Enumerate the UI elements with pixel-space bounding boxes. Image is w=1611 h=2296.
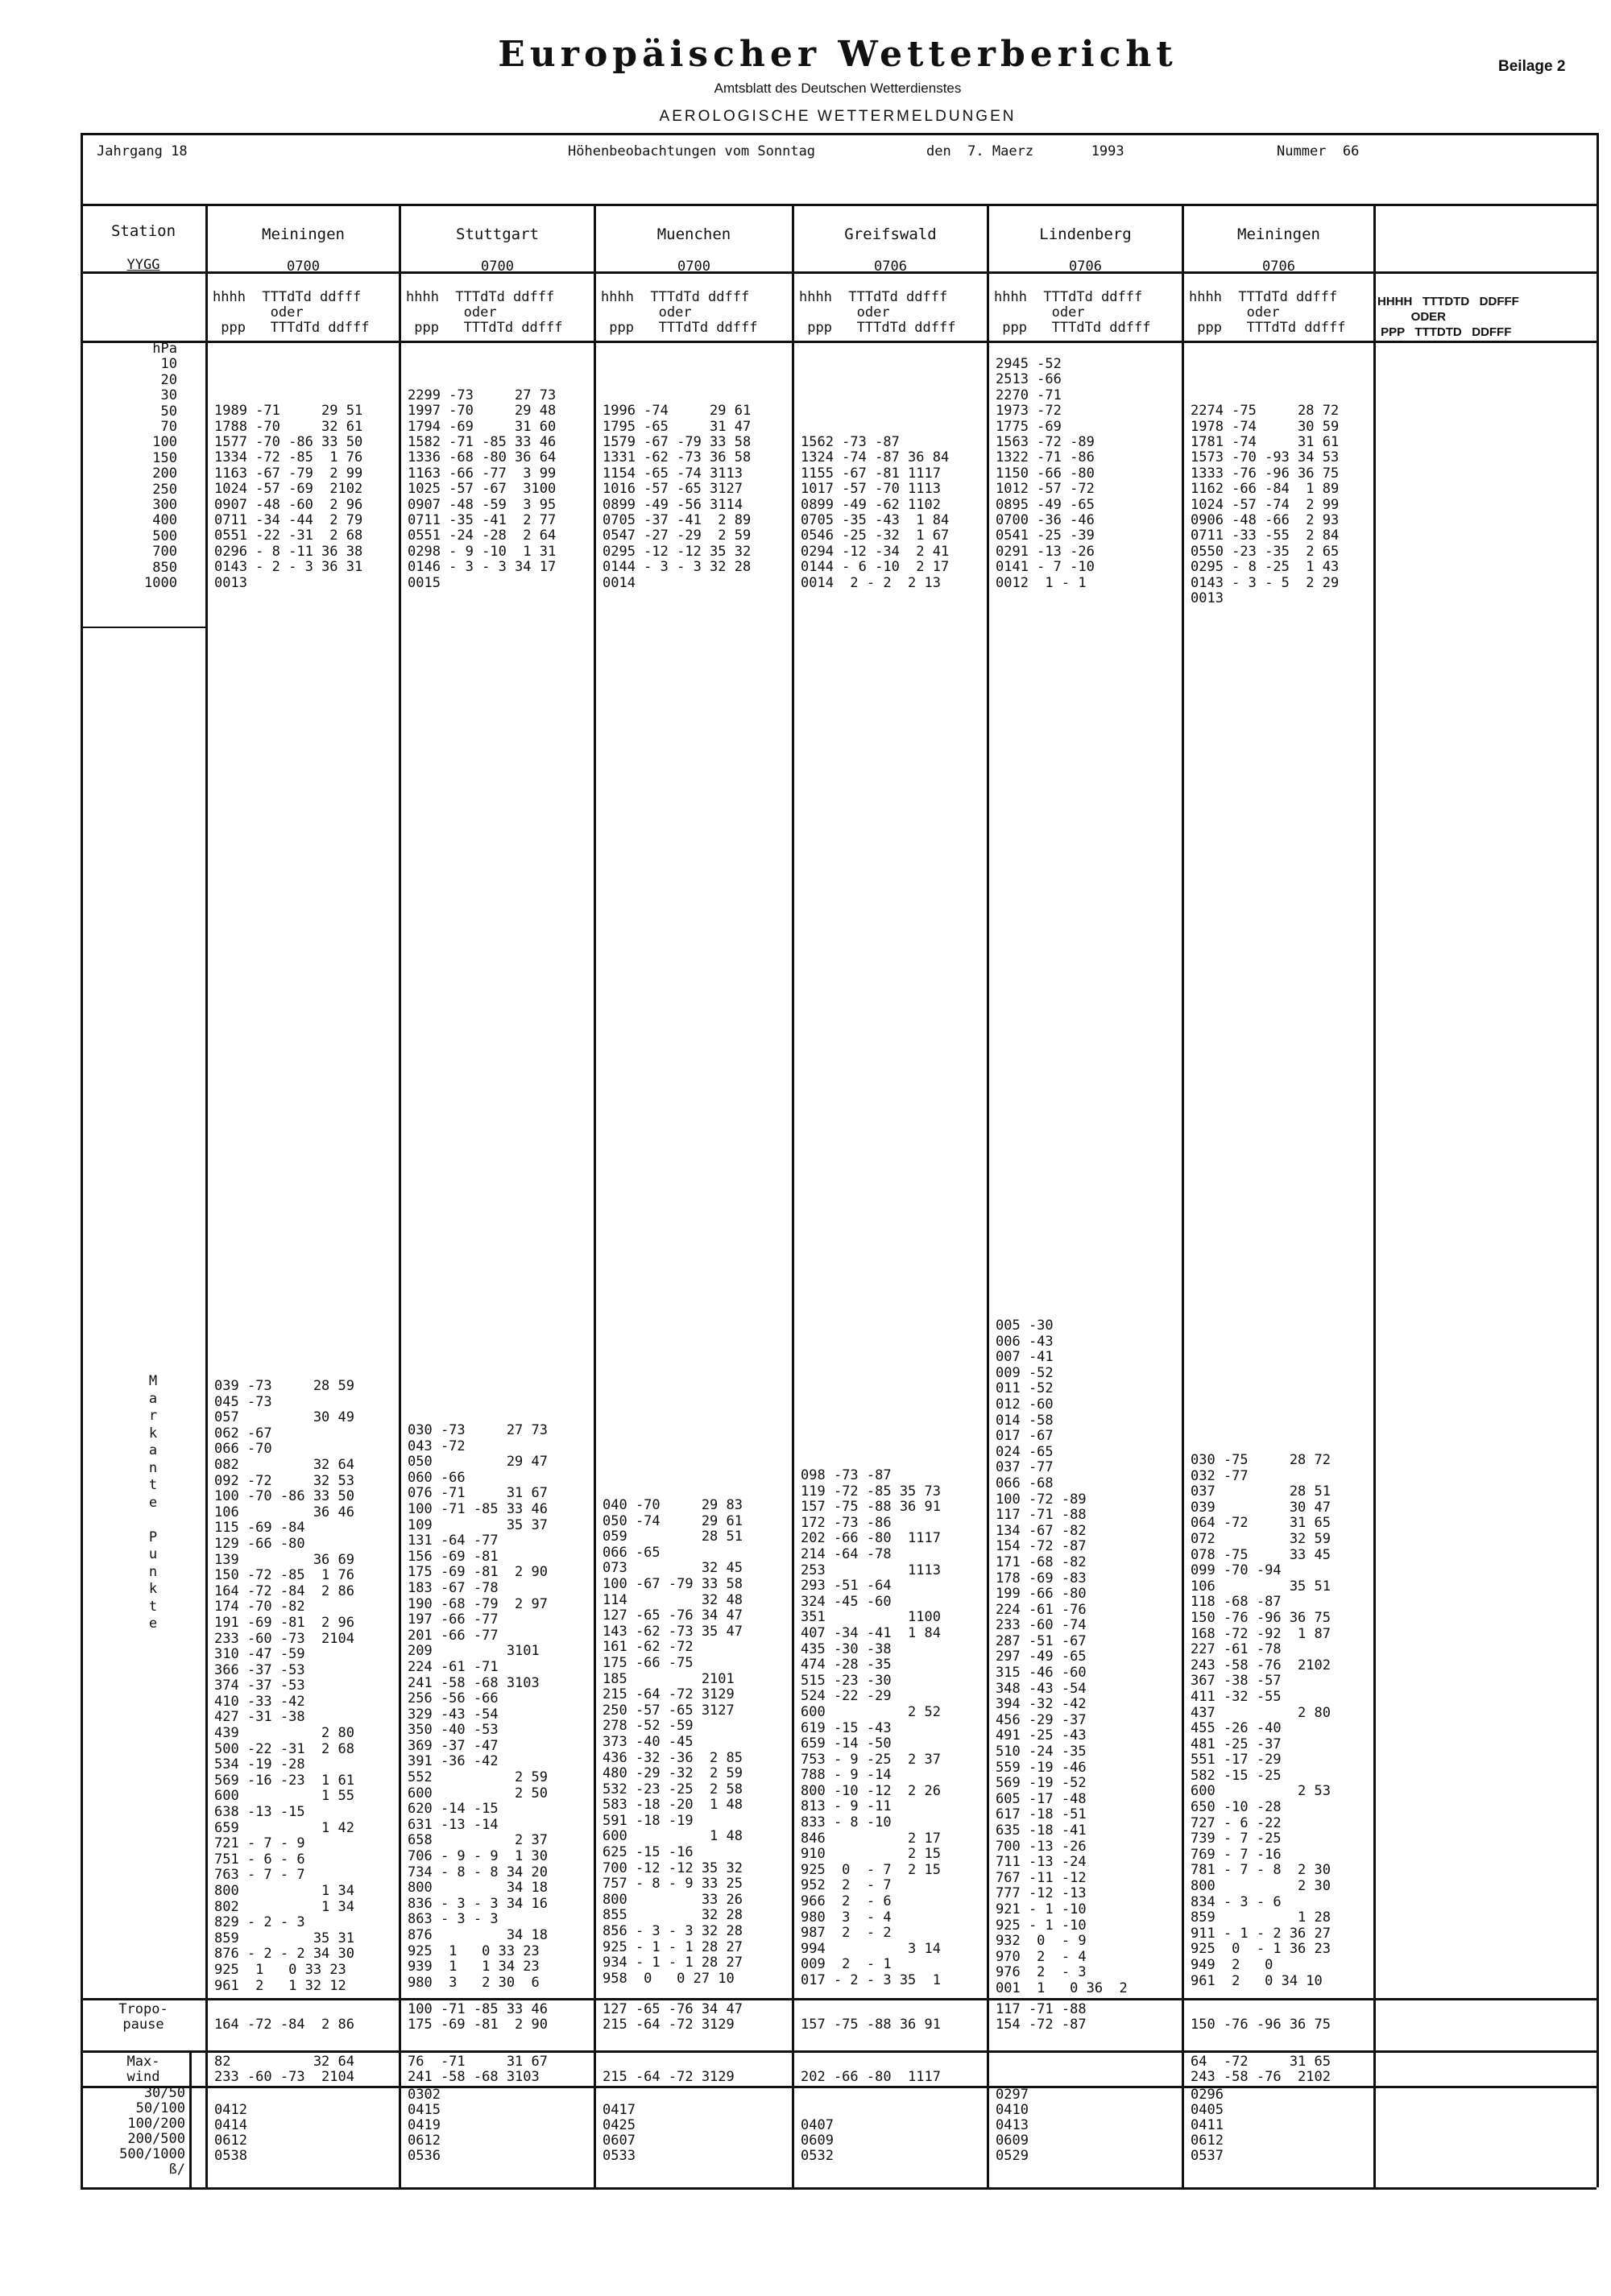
- maxwind-data: 82 32 64 233 -60 -73 2104: [214, 2054, 354, 2085]
- tropopause-data: 150 -76 -96 36 75: [1191, 2017, 1331, 2033]
- markante-punkte-label: M a r k a n t e P u n k t e: [148, 1373, 158, 1632]
- beilage-label: Beilage 2: [1498, 58, 1566, 75]
- standard-levels: 2299 -73 27 73 1997 -70 29 48 1794 -69 31 60 1582 -71 -85 33 46 1336 -68 -80 36 64 1163 -66 -77 3 99 1025 -57 -67 3100 0907 -48 -59 3 95 0711 -35 -41 2 77 0551 -24 -28 2 64 0298 - 9 -10 1 31 0146 - 3 - 3 34 17 0015: [408, 387, 557, 591]
- layer-thickness: 0417 0425 0607 0533: [603, 2102, 636, 2164]
- layer-thickness: 0297 0410 0413 0609 0529: [996, 2087, 1029, 2164]
- station-yygg: 0700: [287, 259, 320, 275]
- maxwind-data: 215 -64 -72 3129: [603, 2069, 735, 2085]
- standard-levels: 1562 -73 -87 1324 -74 -87 36 84 1155 -67 -81 1117 1017 -57 -70 1113 0899 -49 -62 1102 0705 -35 -43 1 84 0546 -25 -32 1 67 0294 -12 -34 2 41 0144 - 6 -10 2 17 0014 2 - 2 2 13: [801, 434, 950, 591]
- maxwind-data: 76 -71 31 67 241 -58 -68 3103: [408, 2054, 548, 2085]
- station-yygg: 0706: [1069, 259, 1102, 275]
- station-name: Meiningen: [262, 225, 345, 243]
- tropopause-data: 117 -71 -88 154 -72 -87: [996, 2001, 1087, 2033]
- column-header: hhhh TTTdTd ddfff oder ppp TTTdTd ddfff: [799, 289, 956, 336]
- markante-punkte: 030 -75 28 72 032 -77 037 28 51 039 30 47 064 -72 31 65 072 32 59 078 -75 33 45 099 -70 -94 106 35 51 118 -68 -87 150 -76 -96 36 75 168 -72 -92 1 87 227 -61 -78 243 -58 -76 2102 367 -38 -57 411 -32 -55 437 2 80 455 -26 -40 481 -25 -37 551 -17 -29 582 -15 -25 600 2 53 650 -10 -28 727 - 6 -22 739 - 7 -25 769 - 7 -16 781 - 7 - 8 2 30 800 2 30 834 - 3 - 6 859 1 28 911 - 1 - 2 36 27 925 0 - 1 36 23 949 2 0 961 2 0 34 10: [1191, 1452, 1331, 1989]
- report-title: Europäischer Wetterbericht: [498, 34, 1178, 75]
- station-name: Lindenberg: [1039, 225, 1132, 243]
- layer-thickness: 0302 0415 0419 0612 0536: [408, 2087, 441, 2164]
- station-yygg: 0706: [1262, 259, 1295, 275]
- layer-thickness: 0412 0414 0612 0538: [214, 2102, 247, 2164]
- tropopause-data: 127 -65 -76 34 47 215 -64 -72 3129: [603, 2001, 743, 2033]
- observation-title: Höhenbeobachtungen vom Sonntag: [568, 143, 816, 159]
- column-header: hhhh TTTdTd ddfff oder ppp TTTdTd ddfff: [406, 289, 563, 336]
- markante-punkte: 005 -30 006 -43 007 -41 009 -52 011 -52 012 -60 014 -58 017 -67 024 -65 037 -77 066 -68 100 -72 -89 117 -71 -88 134 -67 -82 154 -72 -87 171 -68 -82 178 -69 -83 199 -66 -80 224 -61 -76 233 -60 -74 287 -51 -67 297 -49 -65 315 -46 -60 348 -43 -54 394 -32 -42 456 -29 -37 491 -25 -43 510 -24 -35 559 -19 -46 569 -19 -52 605 -17 -48 617 -18 -51 635 -18 -41 700 -13 -26 711 -13 -24 767 -11 -12 777 -12 -13 921 - 1 -10 925 - 1 -10 932 0 - 9 970 2 - 4 976 2 - 3 001 1 0 36 2: [996, 1318, 1128, 1996]
- station-yygg: 0700: [481, 259, 514, 275]
- standard-levels: 2945 -52 2513 -66 2270 -71 1973 -72 1775 -69 1563 -72 -89 1322 -71 -86 1150 -66 -80 1012 -57 -72 0895 -49 -65 0700 -36 -46 0541 -25 -39 0291 -13 -26 0141 - 7 -10 0012 1 - 1: [996, 356, 1095, 591]
- column-header: hhhh TTTdTd ddfff oder ppp TTTdTd ddfff: [213, 289, 370, 336]
- station-name: Muenchen: [656, 225, 731, 243]
- observation-date: den 7. Maerz 1993: [926, 143, 1124, 159]
- column-header: hhhh TTTdTd ddfff oder ppp TTTdTd ddfff: [994, 289, 1151, 336]
- standard-levels: 1996 -74 29 61 1795 -65 31 47 1579 -67 -79 33 58 1331 -62 -73 36 58 1154 -65 -74 3113 1016 -57 -65 3127 0899 -49 -56 3114 0705 -37 -41 2 89 0547 -27 -29 2 59 0295 -12 -12 35 32 0144 - 3 - 3 32 28 0014: [603, 403, 752, 591]
- tropopause-data: 100 -71 -85 33 46 175 -69 -81 2 90: [408, 2001, 548, 2033]
- maxwind-label: Max- wind: [126, 2054, 160, 2085]
- report-subtitle: Amtsblatt des Deutschen Wetterdienstes: [714, 81, 962, 96]
- tropopause-data: 157 -75 -88 36 91: [801, 2017, 941, 2033]
- layer-labels: 30/50 50/100 100/200 200/500 500/1000 ß/: [119, 2085, 185, 2178]
- jahrgang: Jahrgang 18: [97, 143, 188, 159]
- issue-number: Nummer 66: [1277, 143, 1360, 159]
- maxwind-data: 64 -72 31 65 243 -58 -76 2102: [1191, 2054, 1331, 2085]
- tropopause-label: Tropo- pause: [118, 2001, 168, 2033]
- station-yygg: 0706: [874, 259, 907, 275]
- station-name: Stuttgart: [456, 225, 539, 243]
- markante-punkte: 039 -73 28 59 045 -73 057 30 49 062 -67 066 -70 082 32 64 092 -72 32 53 100 -70 -86 33 50 106 36 46 115 -69 -84 129 -66 -80 139 36 69 150 -72 -85 1 76 164 -72 -84 2 86 174 -70 -82 191 -69 -81 2 96 233 -60 -73 2104 310 -47 -59 366 -37 -53 374 -37 -53 410 -33 -42 427 -31 -38 439 2 80 500 -22 -31 2 68 534 -19 -28 569 -16 -23 1 61 600 1 55 638 -13 -15 659 1 42 721 - 7 - 9 751 - 6 - 6 763 - 7 - 7 800 1 34 802 1 34 829 - 2 - 3 859 35 31 876 - 2 - 2 34 30 925 1 0 33 23 961 2 1 32 12: [214, 1378, 354, 1994]
- pressure-levels: hPa 10 20 30 50 70 100 150 200 250 300 400 500 700 850 1000: [144, 341, 177, 592]
- markante-punkte: 098 -73 -87 119 -72 -85 35 73 157 -75 -88 36 91 172 -73 -86 202 -66 -80 1117 214 -64 -78 253 1113 293 -51 -64 324 -45 -60 351 1100 407 -34 -41 1 84 435 -30 -38 474 -28 -35 515 -23 -30 524 -22 -29 600 2 52 619 -15 -43 659 -14 -50 753 - 9 -25 2 37 788 - 9 -14 800 -10 -12 2 26 813 - 9 -11 833 - 8 -10 846 2 17 910 2 15 925 0 - 7 2 15 952 2 - 7 966 2 - 6 980 3 - 4 987 2 - 2 994 3 14 009 2 - 1 017 - 2 - 3 35 1: [801, 1467, 941, 1988]
- column-header: hhhh TTTdTd ddfff oder ppp TTTdTd ddfff: [601, 289, 758, 336]
- station-name: Meiningen: [1237, 225, 1320, 243]
- station-yygg: 0700: [677, 259, 710, 275]
- markante-punkte: 040 -70 29 83 050 -74 29 61 059 28 51 066 -65 073 32 45 100 -67 -79 33 58 114 32 48 127 -65 -76 34 47 143 -62 -73 35 47 161 -62 -72 175 -66 -75 185 2101 215 -64 -72 3129 250 -57 -65 3127 278 -52 -59 373 -40 -45 436 -32 -36 2 85 480 -29 -32 2 59 532 -23 -25 2 58 583 -18 -20 1 48 591 -18 -19 600 1 48 625 -15 -16 700 -12 -12 35 32 757 - 8 - 9 33 25 800 33 26 855 32 28 856 - 3 - 3 32 28 925 - 1 - 1 28 27 934 - 1 - 1 28 27 958 0 0 27 10: [603, 1497, 743, 1987]
- column-header: hhhh TTTdTd ddfff oder ppp TTTdTd ddfff: [1189, 289, 1346, 336]
- station-label: Station: [110, 222, 176, 240]
- tropopause-data: 164 -72 -84 2 86: [214, 2017, 354, 2033]
- markante-punkte: 030 -73 27 73 043 -72 050 29 47 060 -66 076 -71 31 67 100 -71 -85 33 46 109 35 37 131 -64 -77 156 -69 -81 175 -69 -81 2 90 183 -67 -78 190 -68 -79 2 97 197 -66 -77 201 -66 -77 209 3101 224 -61 -71 241 -58 -68 3103 256 -56 -66 329 -43 -54 350 -40 -53 369 -37 -47 391 -36 -42 552 2 59 600 2 50 620 -14 -15 631 -13 -14 658 2 37 706 - 9 - 9 1 30 734 - 8 - 8 34 20 800 34 18 836 - 3 - 3 34 16 863 - 3 - 3 876 34 18 925 1 0 33 23 939 1 1 34 23 980 3 2 30 6: [408, 1422, 548, 1991]
- station-name: Greifswald: [844, 225, 937, 243]
- layer-thickness: 0296 0405 0411 0612 0537: [1191, 2087, 1224, 2164]
- standard-levels: 2274 -75 28 72 1978 -74 30 59 1781 -74 31 61 1573 -70 -93 34 53 1333 -76 -96 36 75 1162 -66 -84 1 89 1024 -57 -74 2 99 0906 -48 -66 2 93 0711 -33 -55 2 84 0550 -23 -35 2 65 0295 - 8 -25 1 43 0143 - 3 - 5 2 29 0013: [1191, 403, 1340, 607]
- yygg-label: YYGG: [126, 257, 160, 273]
- layer-thickness: 0407 0609 0532: [801, 2117, 834, 2164]
- section-title: AEROLOGISCHE WETTERMELDUNGEN: [659, 108, 1017, 125]
- column-header-last: HHHH TTTDTD DDFFF ODER PPP TTTDTD DDFFF: [1377, 295, 1519, 339]
- standard-levels: 1989 -71 29 51 1788 -70 32 61 1577 -70 -86 33 50 1334 -72 -85 1 76 1163 -67 -79 2 99 1024 -57 -69 2102 0907 -48 -60 2 96 0711 -34 -44 2 79 0551 -22 -31 2 68 0296 - 8 -11 36 38 0143 - 2 - 3 36 31 0013: [214, 403, 363, 591]
- maxwind-data: 202 -66 -80 1117: [801, 2069, 941, 2085]
